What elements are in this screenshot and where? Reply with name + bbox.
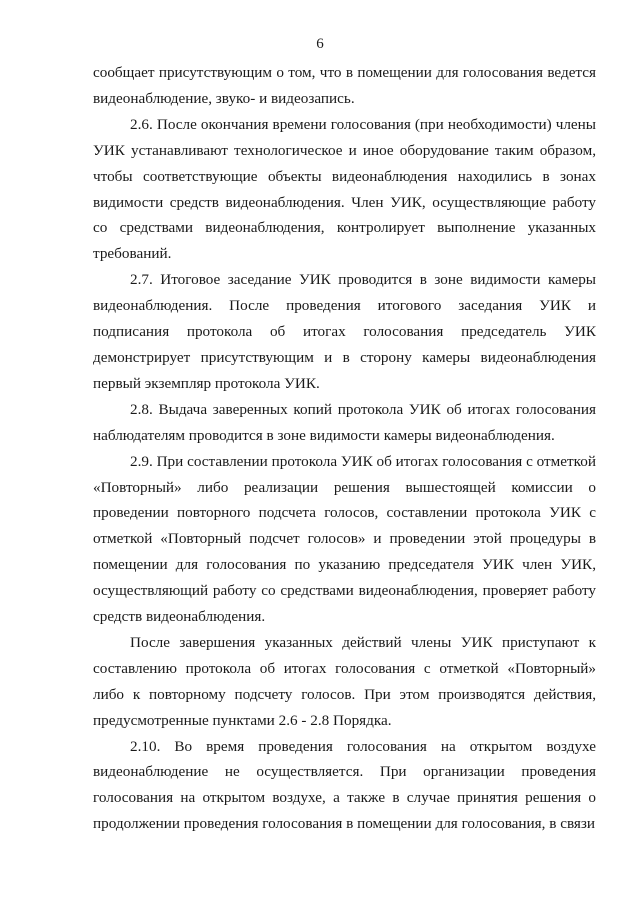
paragraph-2-10: 2.10. Во время проведения голосования на открытом воздухе видеонаблюдение не осуществляется. При организации проведения голосования на открытом воздухе, а также в случае принятия решения о продолжении проведения голосования в помещении для голосования, в связи <box>93 737 596 833</box>
document-body <box>93 60 596 837</box>
page-number: 6 <box>316 36 324 52</box>
paragraph-2-6: 2.6. После окончания времени голосования (при необходимости) члены УИК устанавливают технологическое и иное оборудование таким образом, чтобы соответствующие объекты видеонаблюдения находились в зонах видимости средств видеонаблюдения. Член УИК, осуществляющие работу со средствами видеонаблюдения, контролирует выполнение указанных требований. <box>93 115 596 263</box>
paragraph-2-8: 2.8. Выдача заверенных копий протокола УИК об итогах голосования наблюдателям проводится в зоне видимости камеры видеонаблюдения. <box>93 400 596 444</box>
paragraph-continuation: сообщает присутствующим о том, что в помещении для голосования ведется видеонаблюдение, звуко- и видеозапись. <box>93 64 596 107</box>
paragraph-2-7: 2.7. Итоговое заседание УИК проводится в зоне видимости камеры видеонаблюдения. После проведения итогового заседания УИК и подписания протокола об итогах голосования председатель УИК демонстрирует присутствующим и в сторону камеры видеонаблюдения первый экземпляр протокола УИК. <box>93 271 596 392</box>
paragraph-2-9-continuation: После завершения указанных действий члены УИК приступают к составлению протокола об итогах голосования с отметкой «Повторный» либо к повторному подсчету голосов. При этом производятся действия, предусмотренные пунктами 2.6 - 2.8 Порядка. <box>93 633 596 729</box>
paragraph-2-9: 2.9. При составлении протокола УИК об итогах голосования с отметкой «Повторный» либо реализации решения вышестоящей комиссии о проведении повторного подсчета голосов, составлении протокола УИК с отметкой «Повторный подсчет голосов» и проведении этой процедуры в помещении для голосования по указанию председателя УИК член УИК, осуществляющий работу со средствами видеонаблюдения, проверяет работу средств видеонаблюдения. <box>93 452 596 626</box>
